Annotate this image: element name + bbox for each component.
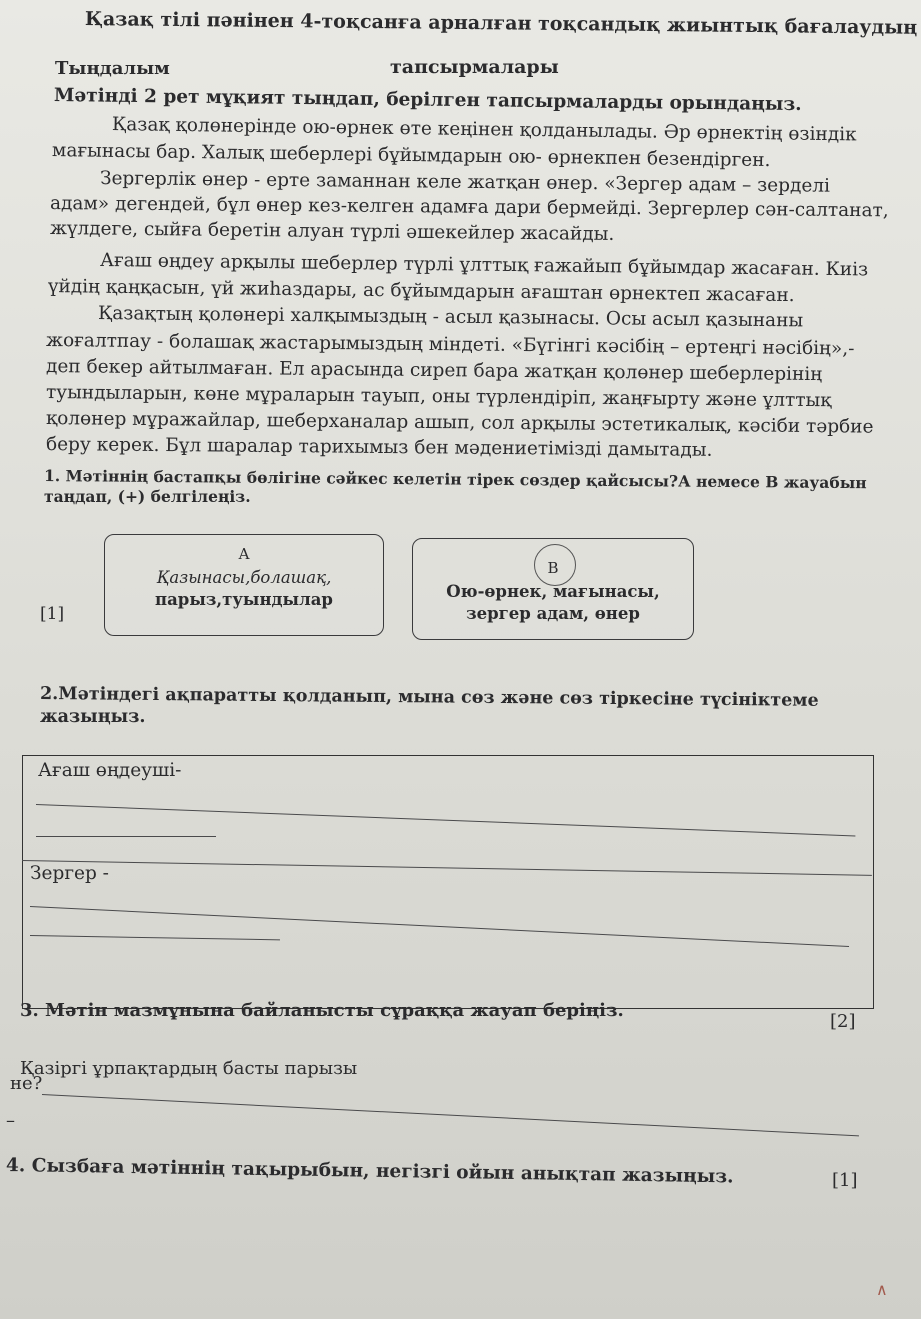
q3-answer-line[interactable] bbox=[42, 1094, 859, 1136]
option-a-letter: A bbox=[238, 545, 250, 563]
text-line-1: Қазақ қолөнерінде ою-өрнек өте кеңінен қолданылады. Әр өрнектің өзіндік bbox=[111, 114, 857, 146]
section-label: Тыңдалым bbox=[55, 58, 170, 79]
text-line-10: деп бекер айтылмаған. Ел арасында сиреп бара жатқан қолөнер шеберлерінің bbox=[45, 356, 823, 386]
q2-item-1: Ағаш өңдеуші- bbox=[38, 760, 182, 781]
q2-item-2: Зергер - bbox=[30, 863, 109, 884]
text-line-4: адам» дегендей, бұл өнер кез-келген адамға дари бермейді. Зергерлер сән-салтанат, bbox=[49, 193, 889, 222]
text-line-11: туындыларын, көне мұраларын тауып, оны түрлендіріп, жаңғырту және ұлттық bbox=[45, 382, 832, 412]
text-line-9: жоғалтпау - болашақ жастарымыздың міндеті. «Бүгінгі кәсібің – ертеңгі нәсібің»,- bbox=[45, 330, 855, 360]
text-line-12: қолөнер мұражайлар, шеберханалар ашып, сол арқылы эстетикалық, кәсіби тәрбие bbox=[45, 408, 874, 438]
text-line-2: мағынасы бар. Халық шеберлері бұйымдарын ою- өрнекпен безендірген. bbox=[51, 140, 771, 172]
corner-pen-mark: ∧ bbox=[876, 1280, 888, 1299]
worksheet-title: Қазақ тілі пәнінен 4-тоқсанға арналған тоқсандық жиынтық бағалаудың bbox=[84, 8, 918, 39]
text-line-3: Зергерлік өнер - ерте заманнан келе жатқан өнер. «Зергер адам – зерделі bbox=[99, 168, 831, 197]
q2-prompt-continued: жазыңыз. bbox=[40, 707, 146, 727]
q1-prompt: 1. Мәтіннің бастапқы бөлігіне сәйкес келетін тірек сөздер қайсысы?А немесе В жауабын bbox=[43, 466, 867, 493]
text-line-7: үйдің қаңқасын, үй жиһаздары, ас бұйымдарын ағаштан өрнектеп жасаған. bbox=[47, 276, 795, 307]
q4-heading: 4. Сызбаға мәтіннің тақырыбын, негізгі ойын анықтап жазыңыз. bbox=[5, 1155, 734, 1188]
q2-prompt: 2.Мәтіндегі ақпаратты қолданып, мына сөз және сөз тіркесіне түсініктеме bbox=[39, 684, 819, 711]
q4-mark: [1] bbox=[832, 1170, 858, 1191]
q1-prompt-continued: таңдап, (+) белгілеңіз. bbox=[44, 487, 251, 506]
q2-answer-frame bbox=[22, 755, 874, 1009]
option-b-line-1: Ою-өрнек, мағынасы, bbox=[446, 582, 660, 601]
q2-answer-line-2[interactable] bbox=[36, 836, 216, 837]
q2-mark: [2] bbox=[830, 1011, 856, 1032]
q3-heading: 3. Мәтін мазмұнына байланысты сұраққа жауап беріңіз. bbox=[20, 1000, 624, 1021]
text-line-13: беру керек. Бұл шаралар тарихымыз бен мәдениетімізді дамытады. bbox=[45, 434, 713, 461]
option-b-letter: B bbox=[547, 559, 559, 577]
answer-circle-mark bbox=[534, 544, 576, 586]
option-a-line-1: Қазынасы,болашақ, bbox=[156, 568, 332, 587]
q3-question: Қазіргі ұрпақтардың басты парызы bbox=[20, 1058, 358, 1079]
option-a-box[interactable] bbox=[104, 534, 384, 636]
worksheet-title-continued: тапсырмалары bbox=[390, 56, 559, 78]
q3-dash: – bbox=[6, 1110, 15, 1131]
q3-question-continued: не? bbox=[10, 1073, 43, 1094]
option-a-line-2: парыз,туындылар bbox=[155, 590, 333, 609]
text-line-8: Қазақтың қолөнері халқымыздың - асыл қазынасы. Осы асыл қазынаны bbox=[97, 303, 804, 332]
text-line-6: Ағаш өңдеу арқылы шеберлер түрлі ұлттық ғажайып бұйымдар жасаған. Киіз bbox=[99, 250, 869, 281]
q1-mark: [1] bbox=[40, 604, 65, 624]
text-line-5: жүлдеге, сыйға беретін алуан түрлі әшекейлер жасайды. bbox=[49, 218, 615, 245]
instruction-text: Мәтінді 2 рет мұқият тыңдап, берілген тапсырмаларды орындаңыз. bbox=[53, 85, 802, 116]
option-b-line-2: зергер адам, өнер bbox=[466, 604, 640, 623]
